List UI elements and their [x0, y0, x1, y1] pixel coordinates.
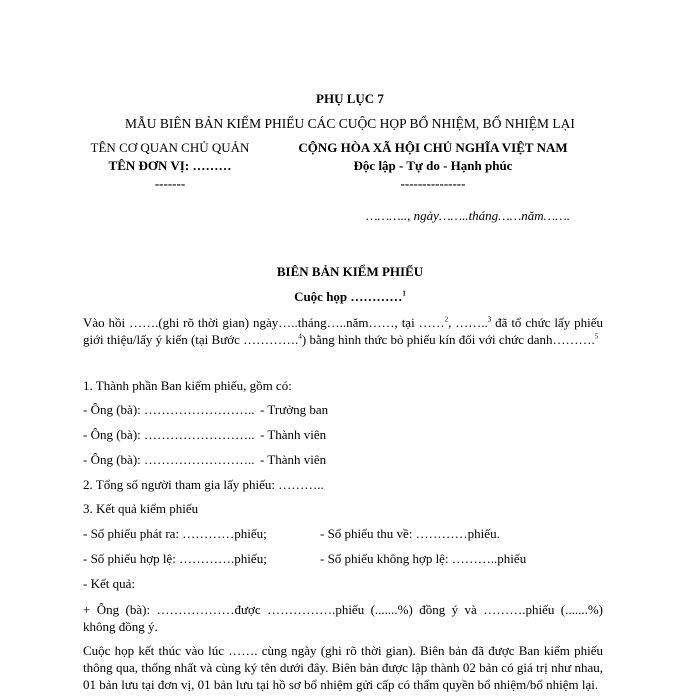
ballots-valid: - Số phiếu hợp lệ: ………….phiếu; [83, 551, 267, 566]
member-name: - Ông (bà): …………………….. [83, 427, 255, 442]
member-role: - Trưởng ban [260, 402, 329, 417]
intro-text: , …….. [448, 315, 488, 330]
member-name: - Ông (bà): …………………….. [83, 402, 255, 417]
result-label: - Kết quả: [83, 576, 135, 591]
right-divider: --------------- [400, 176, 466, 191]
member-role: - Thành viên [260, 452, 327, 467]
intro-text: Vào hồi …….(ghi rõ thời gian) ngày…..tháng…..năm……, tại …… [83, 315, 445, 330]
date-line: ……….., ngày……..tháng……năm……. [366, 208, 571, 223]
intro-text: ) bằng hình thức bỏ phiếu kín đối với chức danh………. [301, 332, 595, 347]
result-paragraph: + Ông (bà): ………………được …………….phiếu (.......%) đồng ý và ……….phiếu (.......%) không đồng ý. [83, 602, 603, 634]
nation-title: CỘNG HÒA XÃ HỘI CHỦ NGHĨA VIỆT NAM [298, 140, 568, 155]
footnote-mark: 3 [487, 315, 492, 324]
footnote-mark: 5 [594, 332, 599, 341]
intro-paragraph [83, 314, 603, 348]
closing-paragraph: Cuộc họp kết thúc vào lúc ……. cùng ngày (ghi rõ thời gian). Biên bản đã được Ban kiểm phiếu thông qua, thống nhất và cùng ký tên dưới đây. Biên bản được lập thành 02 bản có giá trị như nhau, 01 bản lưu tại đơn vị, 01 bản lưu tại hồ sơ bổ nhiệm gửi cấp có thẩm quyền bổ nhiệm/bổ nhiệm lại. [83, 643, 603, 692]
footnote-mark: 2 [444, 315, 449, 324]
left-divider: ------- [154, 176, 186, 191]
footnote-mark: 1 [402, 289, 406, 298]
section-3-heading: 3. Kết quả kiểm phiếu [83, 501, 199, 516]
ballots-received: - Số phiếu thu về: …………phiếu. [320, 526, 500, 541]
meeting-label: Cuộc họp ………… [294, 289, 403, 304]
footnote-mark: 4 [298, 332, 302, 341]
appendix-title: PHỤ LỤC 7 [316, 91, 384, 106]
member-name: - Ông (bà): …………………….. [83, 452, 255, 467]
motto: Độc lập - Tự do - Hạnh phúc [353, 158, 513, 173]
section-2-heading: 2. Tổng số người tham gia lấy phiếu: ……….. [83, 477, 324, 492]
intro-text: đã tổ chức lấy phiếu giới thiệu/lấy ý kiến (tại Bước …………. [83, 315, 603, 347]
form-title: MẪU BIÊN BẢN KIỂM PHIẾU CÁC CUỘC HỌP BỔ NHIỆM, BỔ NHIỆM LẠI [125, 116, 575, 131]
section-1-heading: 1. Thành phần Ban kiểm phiếu, gồm có: [83, 378, 292, 393]
agency-name: TÊN CƠ QUAN CHỦ QUẢN [90, 140, 250, 155]
member-role: - Thành viên [260, 427, 327, 442]
ballots-invalid: - Số phiếu không hợp lệ: ………..phiếu [320, 551, 527, 566]
document-title: BIÊN BẢN KIỂM PHIẾU [276, 264, 424, 279]
ballots-issued: - Số phiếu phát ra: …………phiếu; [83, 526, 267, 541]
meeting-line [0, 289, 700, 305]
unit-name: TÊN ĐƠN VỊ: ……… [108, 158, 232, 173]
